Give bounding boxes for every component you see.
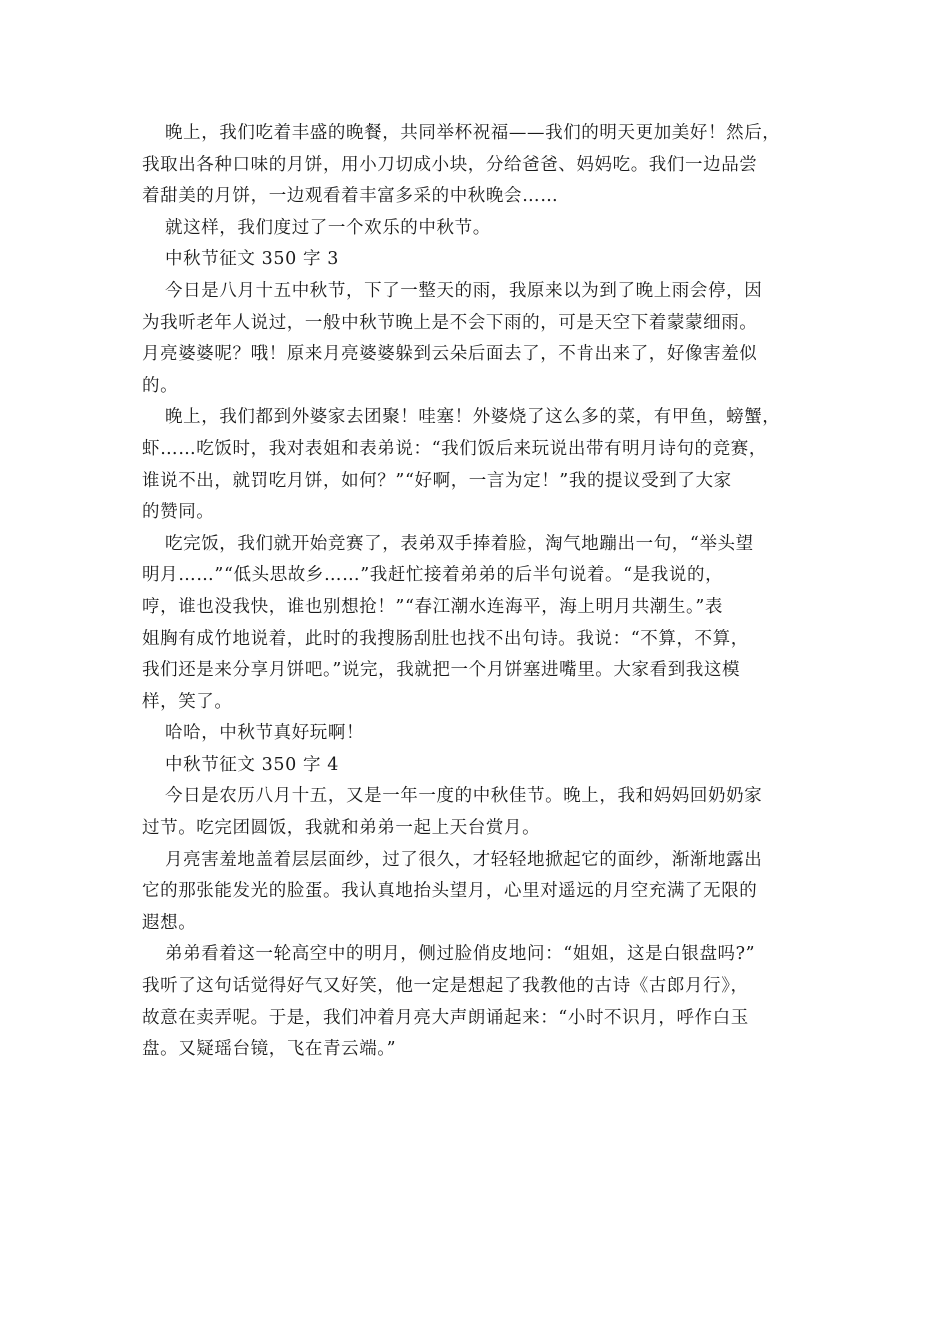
text-line: 我们还是来分享月饼吧。”说完，我就把一个月饼塞进嘴里。大家看到我这模 xyxy=(142,660,741,681)
text-line: 弟弟看着这一轮高空中的明月，侧过脸俏皮地问：“姐姐，这是白银盘吗?” xyxy=(165,944,756,965)
text-line: 晚上，我们都到外婆家去团聚！哇塞！外婆烧了这么多的菜，有甲鱼，螃蟹， xyxy=(165,407,781,428)
text-line: 着甜美的月饼，一边观看着丰富多采的中秋晚会…… xyxy=(142,186,559,207)
text-line: 谁说不出，就罚吃月饼，如何？”“好啊，一言为定！”我的提议受到了大家 xyxy=(142,470,732,491)
text-line: 虾……吃饭时，我对表姐和表弟说：“我们饭后来玩说出带有明月诗句的竞赛， xyxy=(142,438,767,459)
text-line: 月亮害羞地盖着层层面纱，过了很久，才轻轻地掀起它的面纱，渐渐地露出 xyxy=(165,849,763,870)
text-line: 样，笑了。 xyxy=(142,691,233,712)
text-line: 姐胸有成竹地说着，此时的我搜肠刮肚也找不出句诗。我说：“不算，不算， xyxy=(142,628,749,649)
document-body xyxy=(142,118,810,1066)
text-line: 今日是八月十五中秋节，下了一整天的雨，我原来以为到了晚上雨会停，因 xyxy=(165,280,763,301)
text-line: 过节。吃完团圆饭，我就和弟弟一起上天台赏月。 xyxy=(142,818,541,839)
text-line: 的。 xyxy=(142,375,179,396)
text-line: 中秋节征文 350 字 3 xyxy=(165,249,340,270)
text-line: 哈哈，中秋节真好玩啊！ xyxy=(165,723,365,744)
text-line: 遐想。 xyxy=(142,912,197,933)
text-line: 吃完饭，我们就开始竞赛了，表弟双手捧着脸，淘气地蹦出一句，“举头望 xyxy=(165,533,754,554)
text-line: 晚上，我们吃着丰盛的晚餐，共同举杯祝福——我们的明天更加美好！然后， xyxy=(165,123,781,143)
text-line: 中秋节征文 350 字 4 xyxy=(165,754,340,775)
text-line: 我听了这句话觉得好气又好笑，他一定是想起了我教他的古诗《古郎月行》， xyxy=(142,976,749,997)
text-line: 故意在卖弄呢。于是，我们冲着月亮大声朗诵起来：“小时不识月，呼作白玉 xyxy=(142,1007,749,1028)
text-line: 今日是农历八月十五，又是一年一度的中秋佳节。晚上，我和妈妈回奶奶家 xyxy=(165,786,763,807)
text-line: 为我听老年人说过，一般中秋节晚上是不会下雨的，可是天空下着蒙蒙细雨。 xyxy=(142,312,758,333)
text-line: 就这样，我们度过了一个欢乐的中秋节。 xyxy=(165,217,491,238)
text-line: 月亮婆婆呢？哦！原来月亮婆婆躲到云朵后面去了，不肯出来了，好像害羞似 xyxy=(142,344,758,365)
text-line: 它的那张能发光的脸蛋。我认真地抬头望月，心里对遥远的月空充满了无限的 xyxy=(142,881,758,902)
text-line: 明月……”“低头思故乡……”我赶忙接着弟弟的后半句说着。“是我说的， xyxy=(142,565,724,586)
text-line: 我取出各种口味的月饼，用小刀切成小块，分给爸爸、妈妈吃。我们一边品尝 xyxy=(142,154,758,175)
text-line: 盘。又疑瑶台镜，飞在青云端。” xyxy=(142,1039,397,1060)
text-line: 哼，谁也没我快，谁也别想抢！”“春江潮水连海平，海上明月共潮生。”表 xyxy=(142,596,723,617)
text-line: 的赞同。 xyxy=(142,502,215,523)
